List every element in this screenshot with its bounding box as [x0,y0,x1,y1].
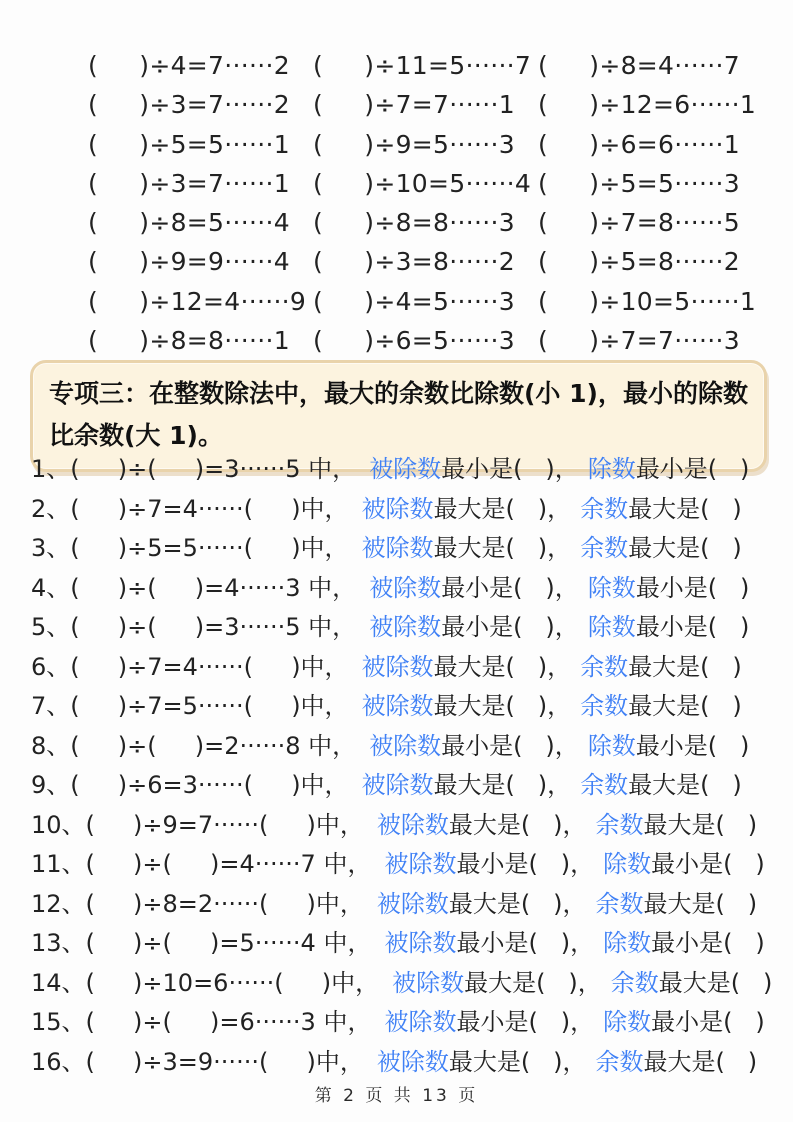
dividend-term: 被除数 [392,968,465,997]
divisor-or-remainder-term: 除数 [587,731,636,760]
problem-equation: ( )÷6=3······( )中， [70,771,349,800]
division-equation: ( )÷9=9······4 [88,247,290,277]
division-equation: ( )÷8=4······7 [538,51,740,80]
first-blank-text: 最大是( )， [448,889,587,918]
dividend-term: 被除数 [376,1047,449,1076]
problem-number: 14、 [31,968,86,997]
problem-equation: ( )÷7=5······( )中， [70,692,349,721]
first-blank-text: 最小是( )， [441,731,579,760]
problem-equation: ( )÷( )=2······8 中， [70,731,357,760]
divisor-or-remainder-term: 余数 [610,968,659,997]
problem-equation: ( )÷7=4······( )中， [70,494,349,523]
second-blank-text: 最大是( ) [643,810,758,839]
problem-row [31,961,787,1001]
division-equation: ( )÷8=5······4 [88,208,290,238]
first-blank-text: 最大是( )， [433,771,572,800]
problem-row [31,447,787,487]
first-blank-text: 最大是( )， [433,652,572,681]
second-blank-text: 最小是( ) [651,929,765,958]
first-blank-text: 最大是( )， [433,534,572,563]
problem-row [31,1000,787,1040]
rule-callout-text: 专项三：在整数除法中，最大的余数比除数(小 1)，最小的除数比余数(大 1)。 [49,379,748,450]
problem-equation: ( )÷( )=3······5 中， [70,613,357,642]
first-blank-text: 最大是( )， [464,968,602,997]
division-equation: ( )÷4=7······2 [88,51,290,80]
divisor-or-remainder-term: 除数 [587,573,636,602]
second-blank-text: 最大是( ) [643,1047,758,1076]
dividend-term: 被除数 [369,455,442,484]
divisor-or-remainder-term: 余数 [595,810,644,839]
problem-row [31,526,787,566]
first-blank-text: 最大是( )， [433,692,572,721]
second-blank-text: 最大是( ) [643,889,758,918]
divisor-or-remainder-term: 除数 [603,850,652,879]
division-equation: ( )÷11=5······7 [313,51,532,80]
dividend-term: 被除数 [361,652,434,681]
problem-equation: ( )÷8=2······( )中， [85,889,364,918]
first-blank-text: 最小是( )， [456,850,595,879]
problem-equation: ( )÷( )=4······3 中， [70,573,357,602]
problem-number: 9、 [31,771,71,800]
dividend-term: 被除数 [369,731,442,760]
page-number: 第 2 页 共 13 页 [314,1086,479,1106]
problem-number: 3、 [31,534,71,563]
problem-row [31,763,787,803]
problem-number: 13、 [31,929,86,958]
dividend-term: 被除数 [369,613,442,642]
division-equation: ( )÷7=7······3 [538,326,740,356]
divisor-or-remainder-term: 除数 [603,929,652,958]
problem-equation: ( )÷( )=3······5 中， [70,455,357,484]
division-equation: ( )÷8=8······3 [313,208,515,238]
division-equation: ( )÷5=5······1 [88,129,290,159]
first-blank-text: 最小是( )， [441,455,579,484]
division-equation: ( )÷12=6······1 [538,90,757,120]
dividend-term: 被除数 [361,494,434,523]
second-blank-text: 最小是( ) [651,1008,765,1037]
problem-number: 12、 [31,889,86,918]
problem-number: 8、 [31,731,71,760]
dividend-term: 被除数 [376,889,449,918]
first-blank-text: 最大是( )， [448,1047,587,1076]
first-blank-text: 最小是( )， [456,929,595,958]
dividend-term: 被除数 [361,771,434,800]
problem-row [31,724,787,764]
problem-row [31,921,787,961]
problem-row [31,487,787,527]
division-equation: ( )÷4=5······3 [313,286,515,316]
problem-number: 11、 [31,850,86,879]
problem-list [31,447,787,1079]
division-equation: ( )÷3=7······1 [88,168,290,198]
second-blank-text: 最大是( ) [628,652,742,681]
dividend-term: 被除数 [361,534,434,563]
problem-equation: ( )÷( )=5······4 中， [85,929,372,958]
second-blank-text: 最小是( ) [635,731,750,760]
division-equation: ( )÷7=7······1 [313,90,515,120]
second-blank-text: 最小是( ) [635,455,750,484]
second-blank-text: 最大是( ) [658,968,773,997]
problem-number: 7、 [31,692,71,721]
equation-practice-grid [88,46,789,360]
dividend-term: 被除数 [376,810,449,839]
problem-row [31,1040,787,1080]
division-equation: ( )÷8=8······1 [88,326,290,356]
problem-equation: ( )÷3=9······( )中， [85,1047,364,1076]
divisor-or-remainder-term: 余数 [580,692,629,721]
problem-number: 4、 [31,573,71,602]
dividend-term: 被除数 [384,1008,457,1037]
division-equation: ( )÷10=5······4 [313,168,532,198]
divisor-or-remainder-term: 除数 [603,1008,652,1037]
second-blank-text: 最大是( ) [628,494,742,523]
divisor-or-remainder-term: 余数 [580,534,629,563]
problem-number: 2、 [31,494,71,523]
problem-row [31,803,787,843]
problem-number: 16、 [31,1047,86,1076]
division-equation: ( )÷7=8······5 [538,208,740,238]
dividend-term: 被除数 [361,692,434,721]
problem-row [31,882,787,922]
second-blank-text: 最小是( ) [635,573,750,602]
division-equation: ( )÷3=8······2 [313,247,515,277]
problem-equation: ( )÷5=5······( )中， [70,534,349,563]
division-equation: ( )÷10=5······1 [538,286,757,316]
problem-number: 15、 [31,1008,86,1037]
divisor-or-remainder-term: 除数 [587,613,636,642]
second-blank-text: 最大是( ) [628,692,742,721]
division-equation: ( )÷9=5······3 [313,129,515,159]
first-blank-text: 最大是( )， [433,494,572,523]
problem-equation: ( )÷9=7······( )中， [85,810,364,839]
second-blank-text: 最大是( ) [628,534,742,563]
division-equation: ( )÷6=5······3 [313,326,515,356]
problem-number: 10、 [31,810,86,839]
first-blank-text: 最小是( )， [441,573,579,602]
first-blank-text: 最小是( )， [441,613,579,642]
problem-number: 6、 [31,652,71,681]
divisor-or-remainder-term: 余数 [595,889,644,918]
problem-row [31,566,787,606]
second-blank-text: 最小是( ) [651,850,765,879]
division-equation: ( )÷3=7······2 [88,90,290,120]
division-equation: ( )÷6=6······1 [538,129,740,159]
division-equation: ( )÷5=8······2 [538,247,740,277]
problem-equation: ( )÷( )=4······7 中， [85,850,372,879]
problem-equation: ( )÷7=4······( )中， [70,652,349,681]
second-blank-text: 最小是( ) [635,613,750,642]
division-equation: ( )÷5=5······3 [538,168,740,198]
dividend-term: 被除数 [384,929,457,958]
problem-number: 5、 [31,613,71,642]
problem-number: 1、 [31,455,71,484]
divisor-or-remainder-term: 除数 [587,455,636,484]
second-blank-text: 最大是( ) [628,771,742,800]
divisor-or-remainder-term: 余数 [580,771,629,800]
problem-equation: ( )÷( )=6······3 中， [85,1008,372,1037]
division-equation: ( )÷12=4······9 [88,286,307,316]
dividend-term: 被除数 [384,850,457,879]
dividend-term: 被除数 [369,573,442,602]
problem-row [31,645,787,685]
problem-equation: ( )÷10=6······( )中， [85,968,380,997]
problem-row [31,684,787,724]
first-blank-text: 最小是( )， [456,1008,595,1037]
divisor-or-remainder-term: 余数 [595,1047,644,1076]
problem-row [31,842,787,882]
first-blank-text: 最大是( )， [448,810,587,839]
divisor-or-remainder-term: 余数 [580,494,629,523]
divisor-or-remainder-term: 余数 [580,652,629,681]
problem-row [31,605,787,645]
